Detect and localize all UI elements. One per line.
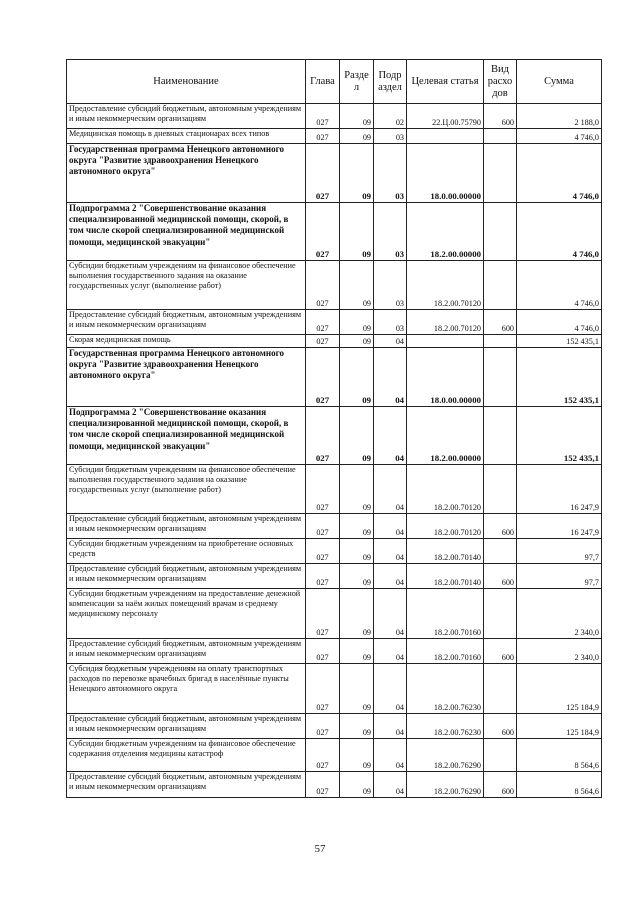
row-target-cell	[407, 335, 484, 348]
row-name-cell: Государственная программа Ненецкого автономного округа "Развитие здравоохранения Ненецкого автономного округа"	[67, 144, 306, 203]
row-target-cell: 18.2.00.76290	[407, 739, 484, 772]
row-sum-cell: 152 435,1	[517, 348, 602, 407]
row-sum-cell: 125 184,9	[517, 664, 602, 714]
row-subsection-cell: 04	[374, 714, 407, 739]
row-section-cell: 09	[340, 539, 374, 564]
header-name: Наименование	[67, 60, 306, 104]
row-chapter-cell: 027	[306, 564, 340, 589]
table-header-row	[67, 60, 602, 104]
row-chapter-cell: 027	[306, 739, 340, 772]
table-row	[67, 589, 602, 639]
row-section-cell: 09	[340, 104, 374, 129]
row-sum-cell: 97,7	[517, 564, 602, 589]
row-name-cell: Субсидии бюджетным учреждениям на финансовое обеспечение выполнения государственного задания на оказание государственных услуг (выполнение работ)	[67, 261, 306, 310]
row-subsection-cell: 04	[374, 772, 407, 798]
row-chapter-cell: 027	[306, 407, 340, 465]
row-target-cell: 18.2.00.00000	[407, 203, 484, 261]
row-type-cell	[484, 465, 517, 514]
row-subsection-cell: 04	[374, 348, 407, 407]
row-type-cell: 600	[484, 104, 517, 129]
row-sum-cell: 2 340,0	[517, 639, 602, 664]
row-section-cell: 09	[340, 589, 374, 639]
row-name-cell: Государственная программа Ненецкого автономного округа "Развитие здравоохранения Ненецкого автономного округа"	[67, 348, 306, 407]
row-subsection-cell: 04	[374, 465, 407, 514]
row-sum-cell: 4 746,0	[517, 203, 602, 261]
table-row	[67, 129, 602, 144]
row-chapter-cell: 027	[306, 772, 340, 798]
row-target-cell: 18.2.00.76290	[407, 772, 484, 798]
row-type-cell: 600	[484, 772, 517, 798]
row-section-cell: 09	[340, 144, 374, 203]
row-type-cell: 600	[484, 714, 517, 739]
row-section-cell: 09	[340, 335, 374, 348]
row-sum-cell: 4 746,0	[517, 129, 602, 144]
row-section-cell: 09	[340, 564, 374, 589]
table-row	[67, 564, 602, 589]
row-type-cell	[484, 664, 517, 714]
row-chapter-cell: 027	[306, 714, 340, 739]
row-chapter-cell: 027	[306, 639, 340, 664]
row-subsection-cell: 04	[374, 335, 407, 348]
row-chapter-cell: 027	[306, 310, 340, 335]
row-target-cell: 18.0.00.00000	[407, 144, 484, 203]
row-subsection-cell: 04	[374, 539, 407, 564]
row-sum-cell: 16 247,9	[517, 514, 602, 539]
row-subsection-cell: 03	[374, 310, 407, 335]
row-subsection-cell: 03	[374, 144, 407, 203]
row-chapter-cell: 027	[306, 465, 340, 514]
row-sum-cell: 4 746,0	[517, 310, 602, 335]
row-subsection-cell: 04	[374, 564, 407, 589]
row-type-cell	[484, 539, 517, 564]
row-chapter-cell: 027	[306, 589, 340, 639]
row-target-cell: 22.Ц.00.75790	[407, 104, 484, 129]
row-subsection-cell: 03	[374, 203, 407, 261]
row-sum-cell: 152 435,1	[517, 407, 602, 465]
table-row	[67, 261, 602, 310]
row-section-cell: 09	[340, 261, 374, 310]
row-sum-cell: 97,7	[517, 539, 602, 564]
header-sum: Сумма	[517, 60, 602, 104]
row-name-cell: Подпрограмма 2 "Совершенствование оказания специализированной медицинской помощи, скорой, в том числе скорой специализированной медицинской помощи, медицинской эвакуации"	[67, 203, 306, 261]
row-sum-cell: 152 435,1	[517, 335, 602, 348]
row-subsection-cell: 04	[374, 664, 407, 714]
row-sum-cell: 4 746,0	[517, 144, 602, 203]
row-subsection-cell: 03	[374, 261, 407, 310]
row-subsection-cell: 04	[374, 739, 407, 772]
row-target-cell: 18.2.00.70120	[407, 261, 484, 310]
row-subsection-cell: 04	[374, 407, 407, 465]
row-type-cell: 600	[484, 639, 517, 664]
row-chapter-cell: 027	[306, 335, 340, 348]
table-row	[67, 310, 602, 335]
row-section-cell: 09	[340, 514, 374, 539]
row-type-cell	[484, 739, 517, 772]
row-sum-cell: 8 564,6	[517, 739, 602, 772]
row-chapter-cell: 027	[306, 144, 340, 203]
row-sum-cell: 4 746,0	[517, 261, 602, 310]
row-type-cell	[484, 129, 517, 144]
row-section-cell: 09	[340, 639, 374, 664]
header-section: Разде л	[340, 60, 374, 104]
row-subsection-cell: 04	[374, 589, 407, 639]
row-sum-cell: 16 247,9	[517, 465, 602, 514]
row-sum-cell: 8 564,6	[517, 772, 602, 798]
table-row	[67, 335, 602, 348]
row-section-cell: 09	[340, 664, 374, 714]
row-chapter-cell: 027	[306, 104, 340, 129]
page-number: 57	[314, 843, 326, 855]
row-target-cell: 18.2.00.70120	[407, 465, 484, 514]
table-row	[67, 772, 602, 798]
row-name-cell: Субсидия бюджетным учреждениям на оплату транспортных расходов по перевозке врачебных бригад в населённые пункты Ненецкого автономного округа	[67, 664, 306, 714]
row-section-cell: 09	[340, 348, 374, 407]
row-chapter-cell: 027	[306, 203, 340, 261]
row-name-cell: Предоставление субсидий бюджетным, автономным учреждениям и иным некоммерческим организациям	[67, 714, 306, 739]
row-target-cell: 18.2.00.70160	[407, 589, 484, 639]
row-type-cell	[484, 589, 517, 639]
table-row	[67, 203, 602, 261]
row-chapter-cell: 027	[306, 664, 340, 714]
row-name-cell: Предоставление субсидий бюджетным, автономным учреждениям и иным некоммерческим организациям	[67, 514, 306, 539]
row-target-cell: 18.2.00.00000	[407, 407, 484, 465]
row-name-cell: Предоставление субсидий бюджетным, автономным учреждениям и иным некоммерческим организациям	[67, 310, 306, 335]
row-sum-cell: 2 188,0	[517, 104, 602, 129]
row-type-cell	[484, 407, 517, 465]
row-target-cell: 18.2.00.70140	[407, 564, 484, 589]
row-section-cell: 09	[340, 772, 374, 798]
table-body	[67, 104, 602, 798]
row-name-cell: Предоставление субсидий бюджетным, автономным учреждениям и иным некоммерческим организациям	[67, 639, 306, 664]
row-name-cell: Предоставление субсидий бюджетным, автономным учреждениям и иным некоммерческим организациям	[67, 104, 306, 129]
table-row	[67, 664, 602, 714]
table-row	[67, 714, 602, 739]
row-name-cell: Медицинская помощь в дневных стационарах всех типов	[67, 129, 306, 144]
row-chapter-cell: 027	[306, 348, 340, 407]
row-target-cell: 18.2.00.70140	[407, 539, 484, 564]
row-type-cell: 600	[484, 514, 517, 539]
table-row	[67, 739, 602, 772]
header-subsection: Подр аздел	[374, 60, 407, 104]
row-sum-cell: 125 184,9	[517, 714, 602, 739]
row-subsection-cell: 04	[374, 639, 407, 664]
row-name-cell: Субсидии бюджетным учреждениям на финансовое обеспечение выполнения государственного задания на оказание государственных услуг (выполнение работ)	[67, 465, 306, 514]
row-section-cell: 09	[340, 129, 374, 144]
table-row	[67, 514, 602, 539]
row-target-cell: 18.0.00.00000	[407, 348, 484, 407]
row-target-cell	[407, 129, 484, 144]
row-target-cell: 18.2.00.70120	[407, 310, 484, 335]
row-name-cell: Подпрограмма 2 "Совершенствование оказания специализированной медицинской помощи, скорой, в том числе скорой специализированной медицинской помощи, медицинской эвакуации"	[67, 407, 306, 465]
header-type: Вид расхо дов	[484, 60, 517, 104]
row-chapter-cell: 027	[306, 129, 340, 144]
row-section-cell: 09	[340, 203, 374, 261]
table-row	[67, 539, 602, 564]
table-row	[67, 465, 602, 514]
row-name-cell: Субсидии бюджетным учреждениям на предоставление денежной компенсации за наём жилых помещений врачам и среднему медицинскому персоналу	[67, 589, 306, 639]
row-subsection-cell: 02	[374, 104, 407, 129]
row-section-cell: 09	[340, 407, 374, 465]
row-section-cell: 09	[340, 310, 374, 335]
row-subsection-cell: 04	[374, 514, 407, 539]
row-target-cell: 18.2.00.76230	[407, 714, 484, 739]
row-section-cell: 09	[340, 714, 374, 739]
row-type-cell: 600	[484, 564, 517, 589]
row-section-cell: 09	[340, 465, 374, 514]
table-row	[67, 144, 602, 203]
row-target-cell: 18.2.00.76230	[407, 664, 484, 714]
row-chapter-cell: 027	[306, 539, 340, 564]
header-chapter: Глава	[306, 60, 340, 104]
row-chapter-cell: 027	[306, 514, 340, 539]
row-sum-cell: 2 340,0	[517, 589, 602, 639]
row-type-cell	[484, 144, 517, 203]
row-section-cell: 09	[340, 739, 374, 772]
table-row	[67, 407, 602, 465]
row-target-cell: 18.2.00.70160	[407, 639, 484, 664]
row-type-cell	[484, 261, 517, 310]
table-row	[67, 348, 602, 407]
header-target: Целевая статья	[407, 60, 484, 104]
budget-table	[66, 59, 602, 798]
row-type-cell: 600	[484, 310, 517, 335]
row-name-cell: Предоставление субсидий бюджетным, автономным учреждениям и иным некоммерческим организациям	[67, 772, 306, 798]
row-name-cell: Скорая медицинская помощь	[67, 335, 306, 348]
row-chapter-cell: 027	[306, 261, 340, 310]
row-type-cell	[484, 203, 517, 261]
row-name-cell: Субсидии бюджетным учреждениям на приобретение основных средств	[67, 539, 306, 564]
table-row	[67, 104, 602, 129]
row-name-cell: Предоставление субсидий бюджетным, автономным учреждениям и иным некоммерческим организациям	[67, 564, 306, 589]
row-subsection-cell: 03	[374, 129, 407, 144]
table-row	[67, 639, 602, 664]
row-name-cell: Субсидии бюджетным учреждениям на финансовое обеспечение содержания отделения медицины катастроф	[67, 739, 306, 772]
row-type-cell	[484, 348, 517, 407]
row-target-cell: 18.2.00.70120	[407, 514, 484, 539]
row-type-cell	[484, 335, 517, 348]
